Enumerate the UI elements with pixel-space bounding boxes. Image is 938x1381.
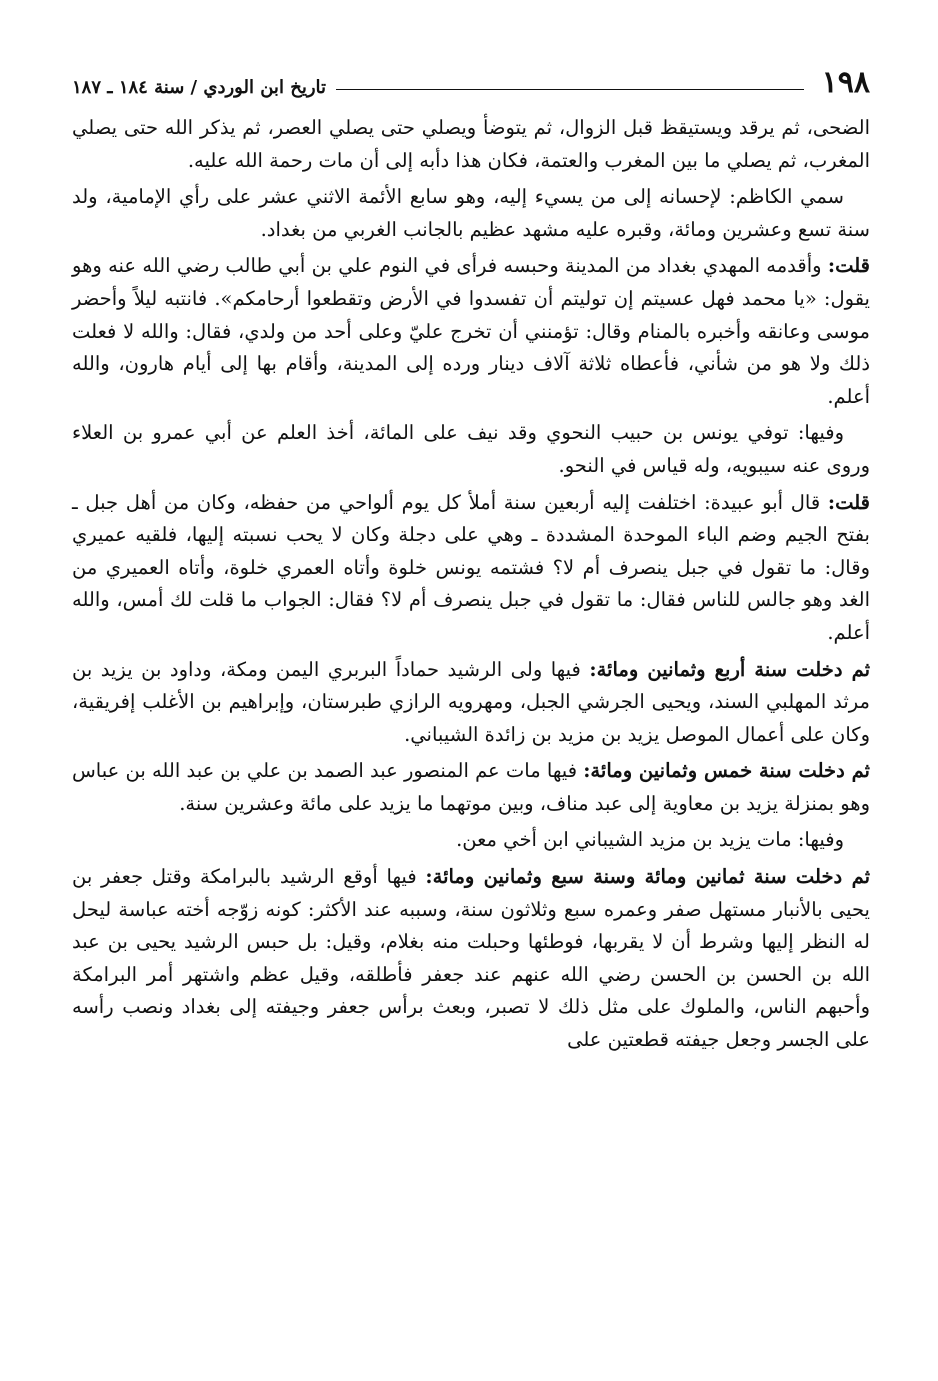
page-number: ١٩٨: [821, 65, 870, 100]
paragraph: [72, 487, 870, 650]
paragraph-lead: ثم دخلت سنة أربع وثمانين ومائة:: [589, 657, 870, 681]
page-body: [72, 112, 870, 1057]
paragraph-text: سمي الكاظم: لإحسانه إلى من يسيء إليه، وهو سابع الأئمة الاثني عشر على رأي الإمامية، ولد سنة تسع وعشرين ومائة، وقبره عليه مشهد عظيم بالجانب الغربي من بغداد.: [72, 185, 870, 241]
header-rule: [336, 89, 804, 90]
paragraph-text: فيها ولى الرشيد حماداً البربري اليمن ومكة، وداود بن يزيد بن مرثد المهلبي السند، ويحيى الجرشي الجبل، ومهرويه الرازي طبرستان، وإبراهيم بن الأغلب إفريقية، وكان على أعمال الموصل يزيد بن مزيد بن زائدة الشيباني.: [72, 657, 870, 746]
running-title: تاريخ ابن الوردي / سنة ١٨٤ ـ ١٨٧: [72, 77, 327, 98]
paragraph-text: وفيها: توفي يونس بن حبيب النحوي وقد نيف على المائة، أخذ العلم عن أبي عمرو بن العلاء وروى عنه سيبويه، وله قياس في النحو.: [72, 421, 870, 477]
paragraph: [72, 417, 870, 482]
paragraph-text: الضحى، ثم يرقد ويستيقظ قبل الزوال، ثم يتوضأ ويصلي حتى يصلي العصر، ثم يذكر الله حتى يصلي المغرب، ثم يصلي ما بين المغرب والعتمة، فكان هذا دأبه إلى أن مات رحمة الله عليه.: [72, 116, 870, 172]
paragraph: [72, 861, 870, 1057]
paragraph: [72, 250, 870, 413]
paragraph-text: فيها مات عم المنصور عبد الصمد بن علي بن عبد الله بن عباس وهو بمنزلة يزيد بن معاوية إلى عبد مناف، وبين موتهما ما يزيد على مائة وعشرين سنة.: [72, 759, 870, 815]
paragraph: [72, 181, 870, 246]
paragraph-lead: قلت:: [827, 490, 870, 514]
paragraph-lead: قلت:: [827, 254, 870, 278]
paragraph-lead: ثم دخلت سنة ثمانين ومائة وسنة سبع وثمانين ومائة:: [425, 865, 870, 889]
paragraph-text: قال أبو عبيدة: اختلفت إليه أربعين سنة أملأ كل يوم ألواحي من حفظه، وكان من أهل جبل ـ بفتح الجيم وضم الباء الموحدة المشددة ـ وهي على دجلة وكان لا يحب نسبته إليها، فلقيه عميري وقال: ما تقول في جبل ينصرف أم لا؟ فشتمه يونس خلوة وأتاه العمري خلوة، وأتاه العميري من الغد وهو جالس للناس فقال: ما تقول في جبل ينصرف أم لا؟ فقال: الجواب ما قلت لك أمس، والله أعلم.: [72, 490, 870, 644]
paragraph-text: وأقدمه المهدي بغداد من المدينة وحبسه فرأى في النوم علي بن أبي طالب رضي الله عنه وهو يقول: «يا محمد فهل عسيتم إن توليتم أن تفسدوا في الأرض وتقطعوا أرحامكم». فانتبه ليلاً وأحضر موسى وعانقه وأخبره بالمنام وقال: تؤمنني أن تخرج عليّ وعلى أحد من ولدي، فقال: والله لا فعلت ذلك ولا هو من شأني، فأعطاه ثلاثة آلاف دينار ورده إلى المدينة، وأقام بها إلى أيام هارون، والله أعلم.: [72, 254, 870, 408]
paragraph-text: وفيها: مات يزيد بن مزيد الشيباني ابن أخي معن.: [456, 828, 844, 852]
paragraph-text: فيها أوقع الرشيد بالبرامكة وقتل جعفر بن يحيى بالأنبار مستهل صفر وعمره سبع وثلاثون سنة، وسببه عند الأكثر: كونه زوّجه أخته عباسة ليحل له النظر إليها وشرط أن لا يقربها، فوطئها وحبلت منه بغلام، وقيل: بل حبس الرشيد يحيى بن عبد الله بن الحسن بن الحسن رضي الله عنهم عند جعفر فأطلقه، وقيل عظم واشتهر أمر البرامكة وأحبهم الناس، والملوك على مثل ذلك لا تصبر، وبعث برأس جعفر وجيفته إلى بغداد ونصب رأسه على الجسر وجعل جيفته قطعتين على: [72, 865, 870, 1052]
paragraph: [72, 755, 870, 820]
paragraph-lead: ثم دخلت سنة خمس وثمانين ومائة:: [583, 759, 870, 783]
paragraph: [72, 824, 870, 857]
page-header: [72, 56, 870, 98]
paragraph: [72, 654, 870, 752]
paragraph: [72, 112, 870, 177]
